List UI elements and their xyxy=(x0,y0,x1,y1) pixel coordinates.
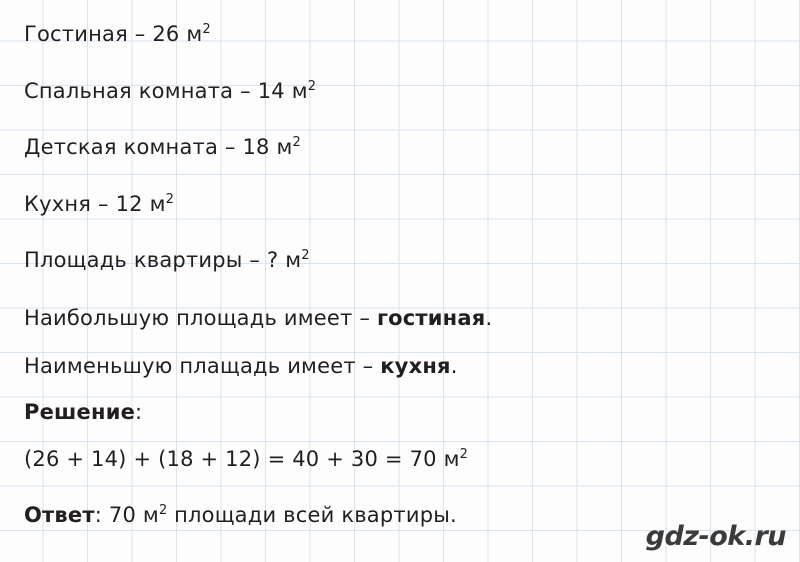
superscript-square: 2 xyxy=(301,248,310,263)
superscript-square: 2 xyxy=(459,447,468,462)
solution-label: Решение xyxy=(24,400,136,424)
line-flat-area xyxy=(24,248,310,272)
site-watermark: gdz-ok.ru xyxy=(645,521,786,552)
superscript-square: 2 xyxy=(165,192,174,207)
line-kids-room-text: Детская комната – 18 м xyxy=(24,135,293,159)
line-kitchen xyxy=(24,192,174,216)
answer-colon: : xyxy=(94,503,109,527)
answer-value: 70 м xyxy=(108,503,159,527)
line-kids-room xyxy=(24,135,301,159)
statement-smallest-tail: . xyxy=(450,354,458,378)
line-living-room-text: Гостиная – 26 м xyxy=(24,22,203,46)
line-living-room xyxy=(24,22,211,46)
superscript-square: 2 xyxy=(292,135,301,150)
solution-colon: : xyxy=(135,400,143,424)
superscript-square: 2 xyxy=(158,503,168,518)
statement-smallest-text: Наименьшую плащадь имеет – xyxy=(24,354,381,378)
line-bedroom xyxy=(24,79,316,103)
line-bedroom-text: Спальная комната – 14 м xyxy=(24,79,308,103)
solution-expression-text: (26 + 14) + (18 + 12) = 40 + 30 = 70 м xyxy=(24,447,460,471)
statement-largest-text: Наибольшую площадь имеет – xyxy=(24,306,377,330)
answer-suffix: площади всей квартиры. xyxy=(167,503,457,527)
superscript-square: 2 xyxy=(202,22,211,37)
statement-smallest xyxy=(24,354,458,378)
answer-label: Ответ xyxy=(24,503,95,527)
line-flat-area-text: Площадь квартиры – ? м xyxy=(24,248,302,272)
answer-line xyxy=(24,503,457,527)
solution-heading xyxy=(24,400,142,424)
statement-largest xyxy=(24,306,492,330)
statement-smallest-answer: кухня xyxy=(380,354,451,378)
statement-largest-tail: . xyxy=(485,306,493,330)
line-kitchen-text: Кухня – 12 м xyxy=(24,192,166,216)
superscript-square: 2 xyxy=(307,79,317,94)
statement-largest-answer: гостиная xyxy=(376,306,486,330)
solution-expression xyxy=(24,447,468,471)
